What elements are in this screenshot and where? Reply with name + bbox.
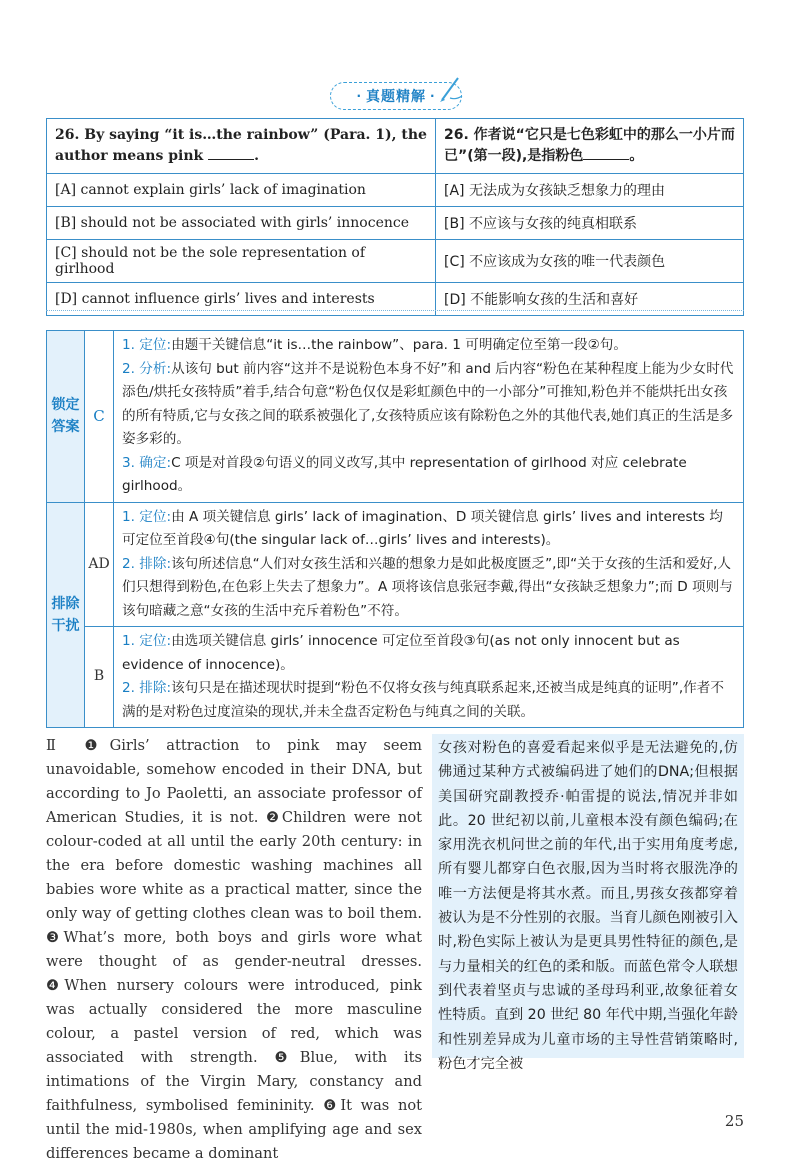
banner-dot: · [430, 89, 436, 103]
correct-explanation: 1. 定位:由题干关键信息“it is…the rainbow”、para. 1 可明确定位至第一段②句。 2. 分析:从该句 but 前内容“这并不是说粉色本身不好”和 and 后内容“粉色在某种程度上能为少女时代添色/烘托女孩特质”着手,结合句意“粉色仅仅是彩虹颜色中的一小部分”可推知,粉色并不能烘托出女孩的所有特质,它与女孩之间的联系被强化了,女孩特质应该有除粉色之外的其他代表,她们真正的生活是多姿多彩的。 3. 确定:C 项是对首段②句语义的同义改写,其中 representation of girlhood 对应 celebrate girlhood。 [114, 331, 744, 503]
banner-title: 真题精解 [366, 89, 426, 105]
sentence-number: ❻ [323, 1097, 341, 1114]
sentence: Children were not colour-coded at all until the early 20th century: in the era before domestic washing machines all babies wore white as a practical matter, since the only way of getting clothes clean was to boil them. [46, 809, 423, 922]
option-d-zh: [D] 不能影响女孩的生活和喜好 [436, 283, 744, 316]
sentence-number: ❷ [265, 809, 282, 826]
distractor-b: B [85, 627, 114, 728]
analysis-table [46, 330, 744, 728]
sentence: Girls’ attraction to pink may seem unavoidable, somehow encoded in their DNA, but according to Jo Paoletti, an associate professor of American Studies, it is not. [46, 737, 423, 826]
sentence-number: ❹ [46, 977, 65, 994]
correct-answer: C [85, 331, 114, 503]
sentence-number: ❺ [274, 1049, 300, 1066]
question-table [46, 118, 744, 316]
page-number: 25 [724, 1112, 744, 1130]
option-b-en: [B] should not be associated with girls’ innocence [47, 207, 436, 240]
sentence: It was not until the mid-1980s, when amplifying age and sex differences became a dominant [46, 1097, 423, 1162]
divider [46, 310, 744, 311]
option-row [47, 174, 744, 207]
distractor-ad-explanation: 1. 定位:由 A 项关键信息 girls’ lack of imagination、D 项关键信息 girls’ lives and interests 均可定位至首段④句(the singular lack of…girls’ lives and interests)。 2. 排除:该句所述信息“人们对女孩生活和兴趣的想象力是如此极度匮乏”,即“关于女孩的生活和爱好,人们只想得到粉色,在色彩上失去了想象力”。A 项将该信息张冠李戴,得出“女孩缺乏想象力”;而 D 项则与该句暗藏之意“女孩的生活中充斥着粉色”不符。 [114, 502, 744, 627]
pen-icon [436, 74, 464, 104]
banner-dot: · [356, 89, 362, 103]
option-row [47, 240, 744, 283]
sentence: When nursery colours were introduced, pink was actually considered the more masculine colour, a pastel version of red, which was associated with strength. [46, 977, 422, 1066]
correct-answer-row [47, 331, 744, 503]
sentence: Blue, with its intimations of the Virgin Mary, constancy and faithfulness, symbolised femininity. [46, 1049, 422, 1114]
option-d-en: [D] cannot influence girls’ lives and interests [47, 283, 436, 316]
lock-answer-label: 锁定答案 [47, 331, 85, 503]
translation-box: 女孩对粉色的喜爱看起来似乎是无法避免的,仿佛通过某种方式被编码进了她们的DNA;但根据美国研究副教授乔·帕雷提的说法,情况并非如此。20 世纪初以前,儿童根本没有颜色编码;在家用洗衣机问世之前的年代,出于实用角度考虑,所有婴儿都穿白色衣服,因为当时将衣服洗净的唯一方法便是将其水煮。而且,男孩女孩都穿着被认为是不分性别的衣服。当育儿颜色刚被引入时,粉色实际上被认为是更具男性特征的颜色,是与力量相关的红色的柔和版。而蓝色常令人联想到代表着坚贞与忠诚的圣母玛利亚,故象征着女性特质。直到 20 世纪 80 年代中期,当强化年龄和性别差异成为儿童市场的主导性营销策略时,粉色才完全被 [432, 734, 744, 1058]
answer-blank [583, 147, 629, 160]
stem-en: 26. By saying “it is…the rainbow” (Para. 1), the author means pink . [47, 119, 436, 174]
distractor-b-row [47, 627, 744, 728]
answer-blank [208, 147, 254, 160]
option-row [47, 207, 744, 240]
sentence: What’s more, both boys and girls wore what were thought of as gender-neutral dresses. [46, 929, 422, 970]
option-b-zh: [B] 不应该与女孩的纯真相联系 [436, 207, 744, 240]
distractor-b-explanation: 1. 定位:由选项关键信息 girls’ innocence 可定位至首段③句(as not only innocent but as evidence of innocence)。 2. 排除:该句只是在描述现状时提到“粉色不仅将女孩与纯真联系起来,还被当成是纯真的证明”,作者不满的是对粉色过度渲染的现状,并未全盘否定粉色与纯真之间的关联。 [114, 627, 744, 728]
sentence-number: ❸ [46, 929, 64, 946]
option-a-zh: [A] 无法成为女孩缺乏想象力的理由 [436, 174, 744, 207]
question-stem-row [47, 119, 744, 174]
passage-paragraph [46, 734, 422, 1166]
paragraph-marker: Ⅱ [46, 737, 68, 754]
stem-zh: 26. 作者说“它只是七色彩虹中的那么一小片而已”(第一段),是指粉色 。 [436, 119, 744, 174]
option-c-zh: [C] 不应该成为女孩的唯一代表颜色 [436, 240, 744, 283]
exclude-label: 排除干扰 [47, 502, 85, 728]
distractor-ad-row [47, 502, 744, 627]
option-c-en: [C] should not be the sole representation of girlhood [47, 240, 436, 283]
sentence-number: ❶ [84, 737, 110, 754]
distractor-ad: AD [85, 502, 114, 627]
option-a-en: [A] cannot explain girls’ lack of imagination [47, 174, 436, 207]
